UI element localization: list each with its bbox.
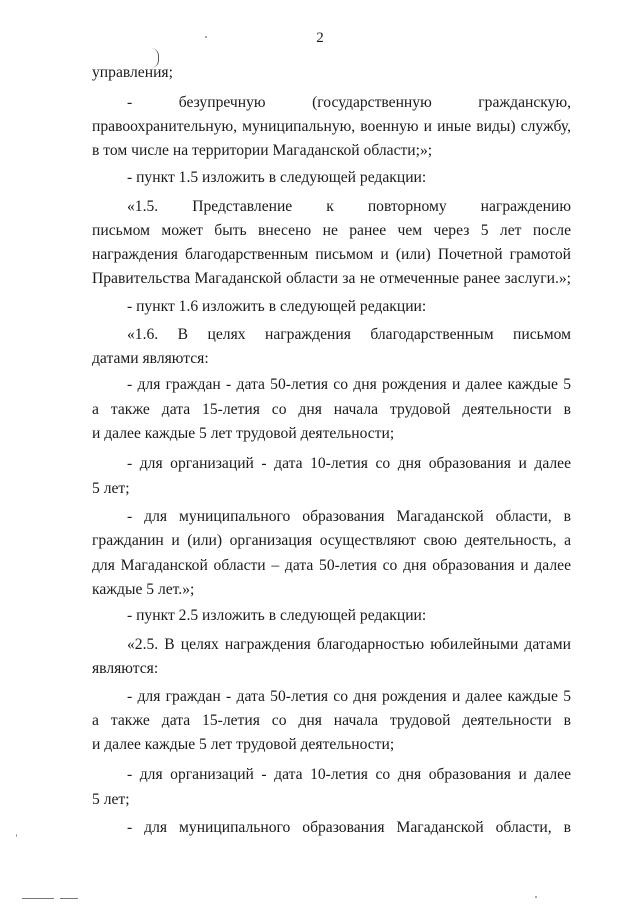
text-line: - пункт 2.5 изложить в следующей редакции: [127, 607, 427, 624]
text-line: и далее каждые 5 лет трудовой деятельности; [92, 736, 395, 753]
text-line: в том числе на территории Магаданской области;»; [92, 142, 433, 159]
text-line: 5 лет; [92, 480, 130, 497]
text-line: награждения благодарственным письмом и (или) Почетной грамотой [92, 246, 571, 263]
text-line: являются: [92, 660, 159, 677]
scan-speck [205, 36, 207, 38]
text-line: правоохранительную, муниципальную, военную и иные виды) службу, [92, 118, 571, 135]
text-line: 5 лет; [92, 791, 130, 808]
scan-edge-line [22, 898, 54, 899]
text-line: письмом может быть внесено не ранее чем через 5 лет после [92, 222, 571, 239]
scan-edge-line [60, 898, 78, 899]
text-line: гражданин и (или) организация осуществляют свою деятельность, а [92, 532, 571, 549]
text-line: а также дата 15-летия со дня начала трудовой деятельности в [92, 401, 571, 418]
text-line: «1.5. Представление к повторному награждению [127, 198, 571, 215]
text-line: управления; [92, 64, 173, 81]
text-line: - пункт 1.6 изложить в следующей редакции: [127, 298, 427, 315]
text-line: датами являются: [92, 350, 209, 367]
text-line: - для муниципального образования Магаданской области, в [127, 508, 571, 525]
scan-speck [16, 834, 17, 837]
text-line: а также дата 15-летия со дня начала трудовой деятельности в [92, 712, 571, 729]
text-line: для Магаданской области – дата 50-летия со дня образования и далее [92, 557, 571, 574]
text-line: Правительства Магаданской области за не отмеченные ранее заслуги.»; [92, 270, 571, 287]
text-line: - для муниципального образования Магаданской области, в [127, 819, 571, 836]
text-line: каждые 5 лет.»; [92, 581, 195, 598]
text-line: - для граждан - дата 50-летия со дня рождения и далее каждые 5 [127, 376, 571, 393]
scan-speck [535, 896, 537, 898]
text-line: - пункт 1.5 изложить в следующей редакции: [127, 169, 427, 186]
text-line: - для граждан - дата 50-летия со дня рождения и далее каждые 5 [127, 688, 571, 705]
text-line: и далее каждые 5 лет трудовой деятельности; [92, 425, 395, 442]
page-number: 2 [316, 30, 324, 46]
text-line: «1.6. В целях награждения благодарственным письмом [127, 326, 571, 343]
text-line: - для организаций - дата 10-летия со дня образования и далее [127, 455, 571, 472]
text-line: «2.5. В целях награждения благодарностью юбилейными датами [127, 636, 571, 653]
text-line: - безупречную (государственную гражданскую, [127, 94, 571, 111]
text-line: - для организаций - дата 10-летия со дня образования и далее [127, 766, 571, 783]
